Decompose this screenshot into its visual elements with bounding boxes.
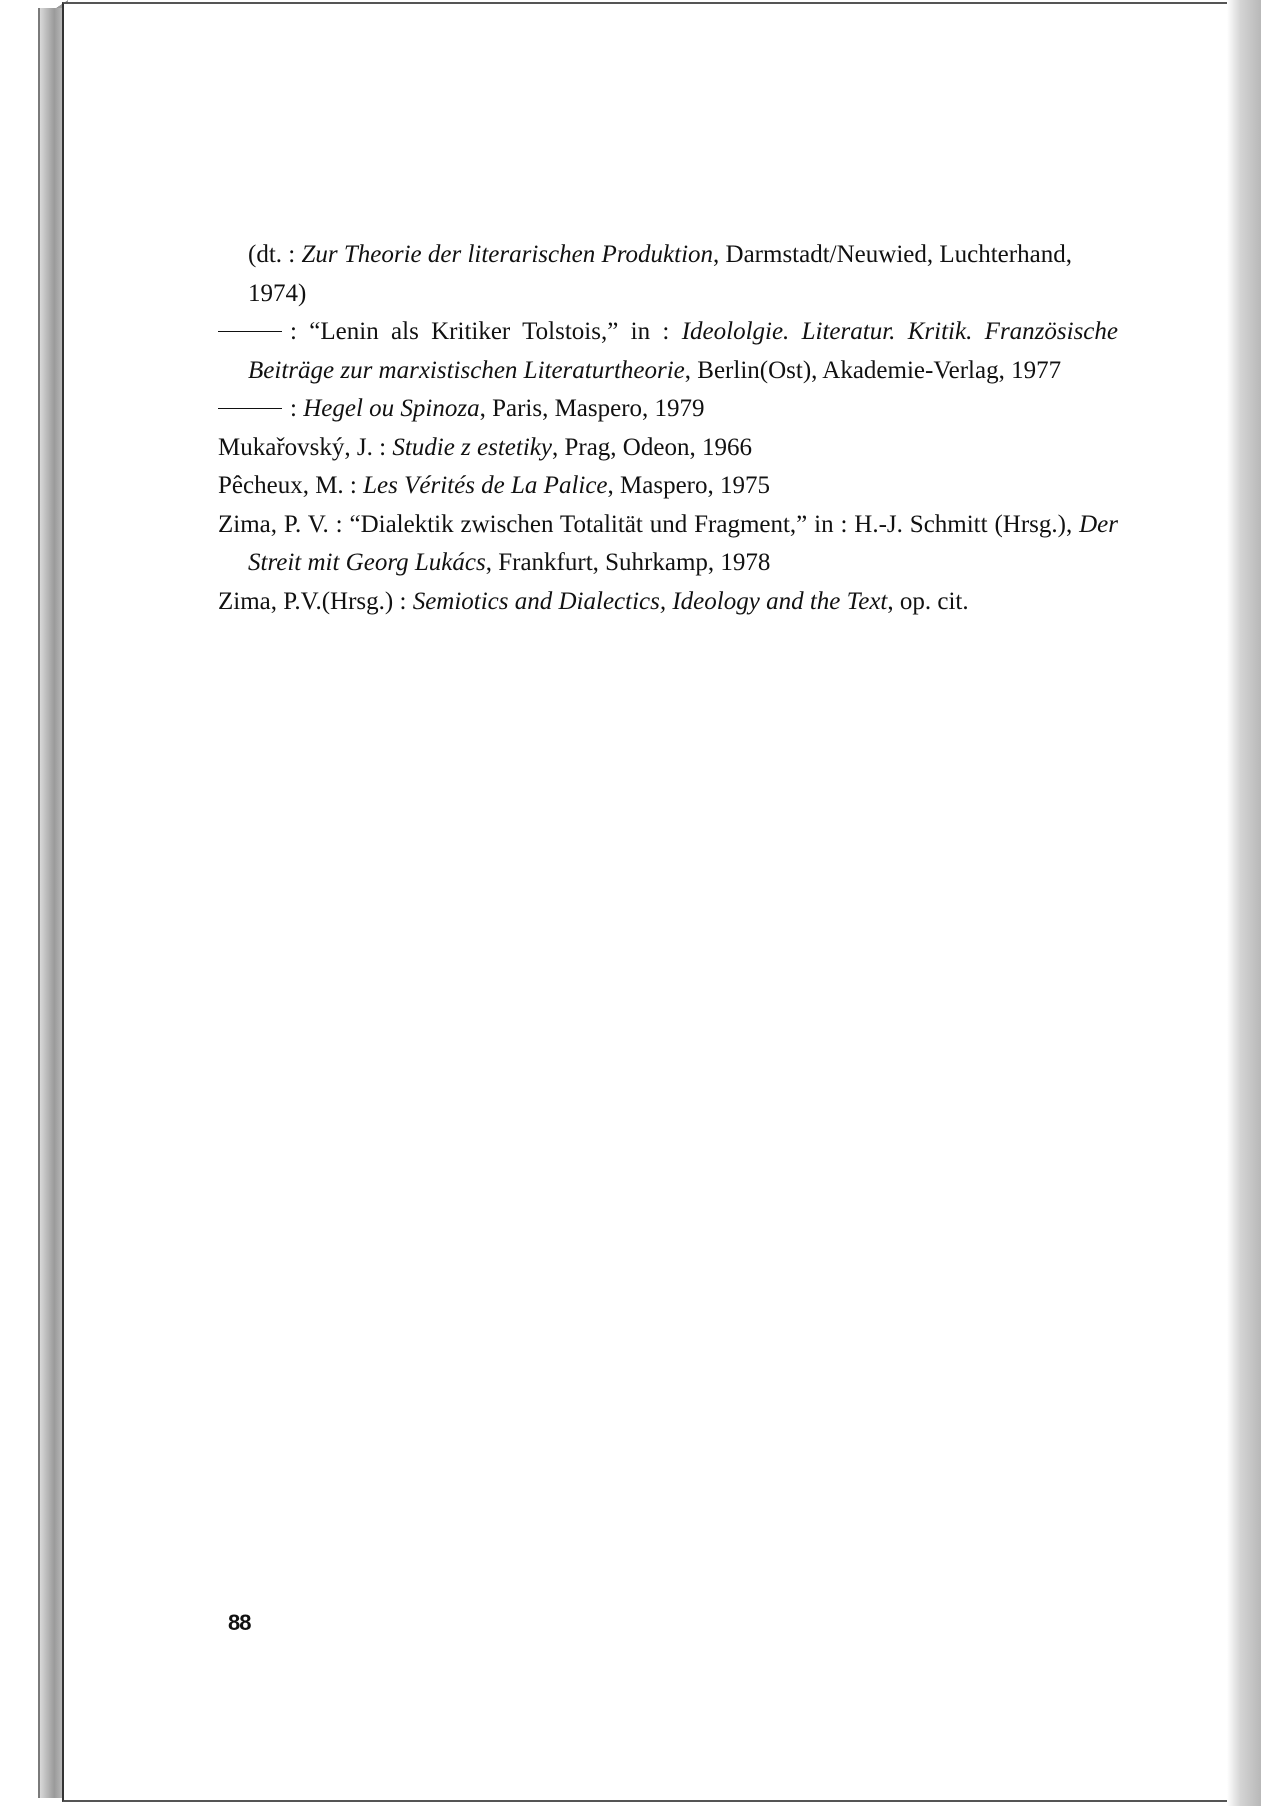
page-number: 88 xyxy=(228,1610,251,1635)
repeat-author-dash xyxy=(218,331,282,332)
reference-year: 1974) xyxy=(248,279,307,307)
reference-pecheux xyxy=(218,467,1118,506)
reference-dt xyxy=(218,236,1118,275)
reference-title: Zur Theorie der literarischen Produktion xyxy=(301,241,714,268)
reference-prefix: : xyxy=(290,395,304,422)
reference-suffix: , Maspero, 1975 xyxy=(607,472,771,499)
reference-title: Der Streit mit Georg Lukács xyxy=(248,510,1118,576)
bibliography-list xyxy=(218,236,1118,621)
page-edge-shadow xyxy=(1227,0,1261,1806)
reference-suffix: , Darmstadt/Neuwied, Luchterhand, xyxy=(713,241,1072,268)
reference-prefix: : “Lenin als Kritiker Tolstois,” in : xyxy=(290,318,682,345)
reference-prefix: Mukařovský, J. : xyxy=(218,433,393,461)
reference-suffix: , Frankfurt, Suhrkamp, 1978 xyxy=(485,549,771,576)
reference-prefix: Zima, P. V. : “Dialektik zwischen Totalität und Fragment,” in : H.-J. Schmitt xyxy=(218,510,988,538)
reference-prefix: (dt. : xyxy=(248,241,302,268)
reference-suffix: , op. cit. xyxy=(887,587,969,615)
reference-zima-1 xyxy=(218,506,1118,583)
reference-prefix: Zima, P.V.(Hrsg.) : xyxy=(218,587,413,615)
reference-editor: (Hrsg.), xyxy=(994,510,1080,538)
reference-dt-year xyxy=(218,275,1118,314)
reference-title: Les Vérités de La Palice xyxy=(363,472,608,499)
reference-hegel xyxy=(218,390,1118,429)
reference-title: Studie z estetiky xyxy=(392,433,552,461)
reference-title: Semiotics and Dialectics, Ideology and the Text xyxy=(412,587,888,615)
reference-mukarovsky xyxy=(218,429,1118,468)
reference-zima-2 xyxy=(218,583,1118,622)
reference-title: Ideololgie. Literatur. Kritik. Französische xyxy=(681,318,1118,345)
reference-suffix: , Paris, Maspero, 1979 xyxy=(479,395,705,422)
reference-suffix: , Prag, Odeon, 1966 xyxy=(551,433,752,461)
reference-lenin xyxy=(218,313,1118,390)
reference-title: Hegel ou Spinoza xyxy=(303,395,480,422)
reference-prefix: Pêcheux, M. : xyxy=(218,472,364,499)
repeat-author-dash xyxy=(218,408,282,409)
reference-title-cont: Beiträge zur marxistischen Literaturtheorie xyxy=(248,356,685,384)
reference-suffix: , Berlin(Ost), Akademie-Verlag, 1977 xyxy=(684,356,1062,384)
